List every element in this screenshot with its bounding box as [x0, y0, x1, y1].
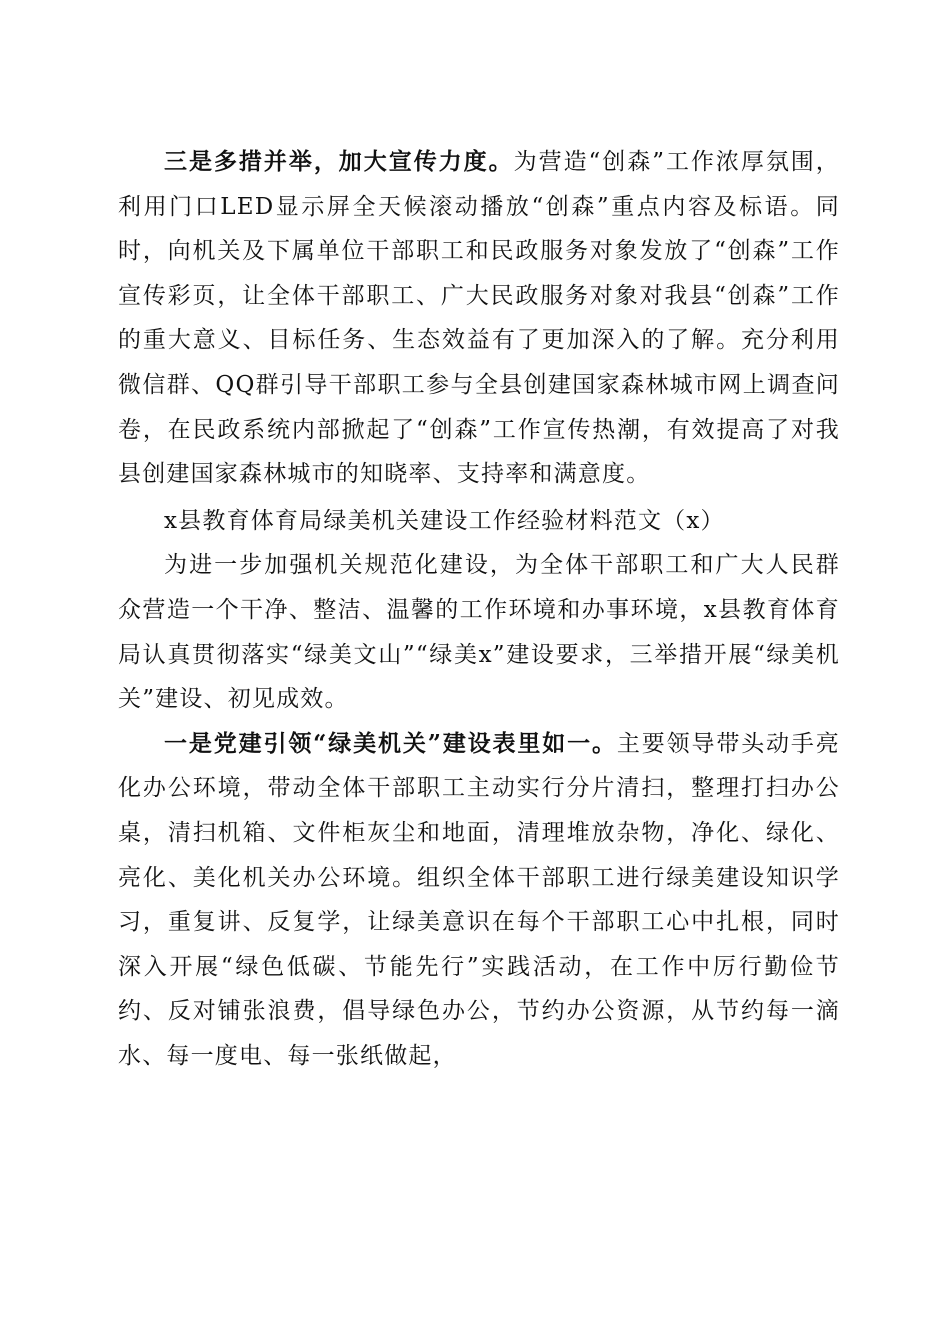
paragraph-body: 主要领导带头动手亮化办公环境，带动全体干部职工主动实行分片清扫，整理打扫办公桌，清扫机箱、文件柜灰尘和地面，清理堆放杂物，净化、绿化、亮化、美化机关办公环境。组织全体干部职工进行绿美建设知识学习，重复讲、反复学，让绿美意识在每个干部职工心中扎根，同时深入开展“绿色低碳、节能先行”实践活动，在工作中厉行勤俭节约、反对铺张浪费，倡导绿色办公，节约办公资源，从节约每一滴水、每一度电、每一张纸做起， — [118, 730, 840, 1069]
document-page — [118, 140, 840, 1078]
paragraph-publicity — [118, 140, 840, 497]
paragraph-lead: 三是多措并举，加大宣传力度。 — [164, 148, 514, 175]
paragraph-body: 为营造“创森”工作浓厚氛围，利用门口LED显示屏全天候滚动播放“创森”重点内容及标语。同时，向机关及下属单位干部职工和民政服务对象发放了“创森”工作宣传彩页，让全体干部职工、广大民政服务对象对我县“创森”工作的重大意义、目标任务、生态效益有了更加深入的了解。充分利用微信群、QQ群引导干部职工参与全县创建国家森林城市网上调查问卷，在民政系统内部掀起了“创森”工作宣传热潮，有效提高了对我县创建国家森林城市的知晓率、支持率和满意度。 — [118, 149, 840, 488]
paragraph-lead: 一是党建引领“绿美机关”建设表里如一。 — [164, 729, 617, 757]
paragraph-intro: 为进一步加强机关规范化建设，为全体干部职工和广大人民群众营造一个干净、整洁、温馨的工作环境和办事环境，x县教育体育局认真贯彻落实“绿美文山”“绿美x”建设要求，三举措开展“绿美机关”建设、初见成效。 — [118, 552, 840, 713]
paragraph-party-building — [118, 722, 840, 1079]
document-title: x县教育体育局绿美机关建设工作经验材料范文（x） — [164, 507, 725, 534]
